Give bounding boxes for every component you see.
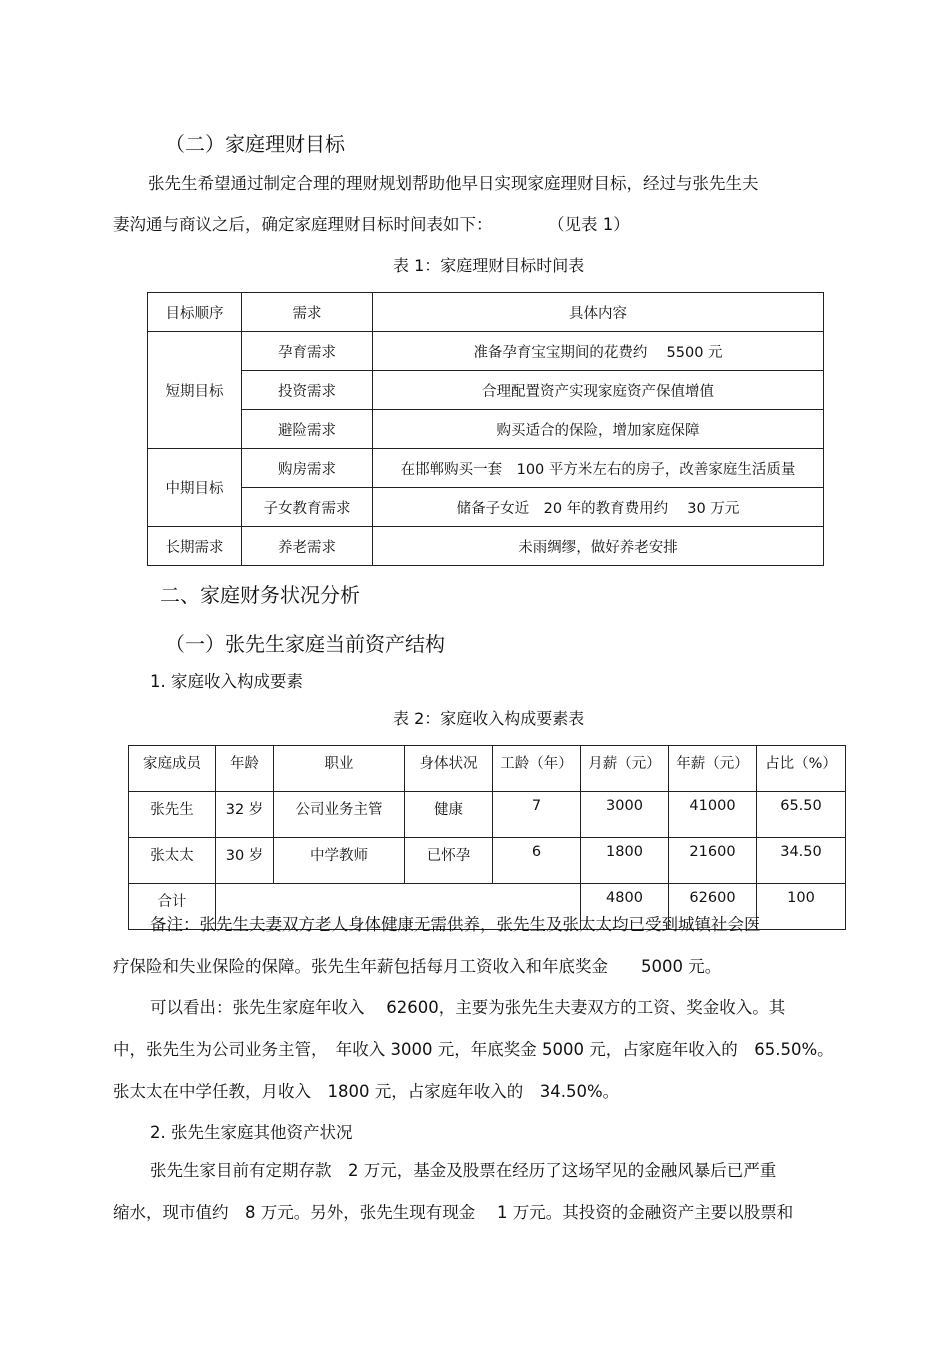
table-cell: 张太太 <box>129 838 216 884</box>
goal-para-ref: （见表 1） <box>548 215 630 234</box>
table-row <box>148 332 824 371</box>
note-line2: 疗保险和失业保险的保障。张先生年薪包括每月工资收入和年底奖金 5000 元。 <box>113 957 722 976</box>
table-cell: 34.50 <box>757 838 846 884</box>
table-cell: 21600 <box>669 838 757 884</box>
income-table <box>128 745 846 930</box>
table2-caption: 表 2：家庭收入构成要素表 <box>393 709 585 728</box>
analysis-line2: 中，张先生为公司业务主管， 年收入 3000 元，年底奖金 5000 元，占家庭年收入的 65.50%。 <box>113 1040 834 1059</box>
table-row <box>148 449 824 488</box>
asset-line1: 张先生家目前有定期存款 2 万元，基金及股票在经历了这场罕见的金融风暴后已严重 <box>150 1161 777 1180</box>
table-cell: 1800 <box>581 838 669 884</box>
header-cell: 年薪（元） <box>669 746 757 792</box>
table-cell: 30 岁 <box>216 838 274 884</box>
content-cell: 储备子女近 20 年的教育费用约 30 万元 <box>373 488 824 527</box>
content-cell: 合理配置资产实现家庭资产保值增值 <box>373 371 824 410</box>
table-row <box>148 527 824 566</box>
table-cell: 张先生 <box>129 792 216 838</box>
header-cell: 身体状况 <box>405 746 493 792</box>
table1-caption: 表 1：家庭理财目标时间表 <box>393 256 585 275</box>
section2-sub1: （一）张先生家庭当前资产结构 <box>165 632 445 656</box>
table-cell: 41000 <box>669 792 757 838</box>
goal-para-line2: 妻沟通与商议之后，确定家庭理财目标时间表如下： <box>113 215 493 234</box>
need-cell: 购房需求 <box>242 449 373 488</box>
content-cell: 在邯郸购买一套 100 平方米左右的房子，改善家庭生活质量 <box>373 449 824 488</box>
need-cell: 子女教育需求 <box>242 488 373 527</box>
group-short-term: 短期目标 <box>148 332 242 449</box>
header-cell: 具体内容 <box>373 293 824 332</box>
table-cell: 65.50 <box>757 792 846 838</box>
income-item-heading: 1. 家庭收入构成要素 <box>150 672 303 691</box>
header-cell: 月薪（元） <box>581 746 669 792</box>
table-row <box>148 488 824 527</box>
table-row <box>129 792 846 838</box>
table-cell: 32 岁 <box>216 792 274 838</box>
table-cell: 健康 <box>405 792 493 838</box>
table-header-row <box>148 293 824 332</box>
header-cell: 目标顺序 <box>148 293 242 332</box>
total-monthly: 4800 <box>581 884 669 930</box>
total-annual: 62600 <box>669 884 757 930</box>
table-row <box>129 838 846 884</box>
analysis-line3: 张太太在中学任教，月收入 1800 元，占家庭年收入的 34.50%。 <box>113 1082 620 1101</box>
goal-timeline-table <box>147 292 824 566</box>
table-header-row <box>129 746 846 792</box>
table-row <box>148 371 824 410</box>
header-cell: 工龄（年） <box>493 746 581 792</box>
header-cell: 家庭成员 <box>129 746 216 792</box>
total-label: 合计 <box>129 884 216 930</box>
table-cell: 3000 <box>581 792 669 838</box>
analysis-line1: 可以看出：张先生家庭年收入 62600，主要为张先生夫妻双方的工资、奖金收入。其 <box>150 998 786 1017</box>
asset-line2: 缩水，现市值约 8 万元。另外，张先生现有现金 1 万元。其投资的金融资产主要以股票和 <box>113 1203 794 1222</box>
header-cell: 需求 <box>242 293 373 332</box>
section2-heading: 二、家庭财务状况分析 <box>160 583 360 607</box>
content-cell: 准备孕育宝宝期间的花费约 5500 元 <box>373 332 824 371</box>
header-cell: 职业 <box>274 746 405 792</box>
need-cell: 孕育需求 <box>242 332 373 371</box>
table-cell: 已怀孕 <box>405 838 493 884</box>
table-row <box>148 410 824 449</box>
note-line1: 备注：张先生夫妻双方老人身体健康无需供养，张先生及张太太均已受到城镇社会医 <box>150 915 761 934</box>
table-cell: 公司业务主管 <box>274 792 405 838</box>
table-cell: 7 <box>493 792 581 838</box>
header-cell: 年龄 <box>216 746 274 792</box>
header-cell: 占比（%） <box>757 746 846 792</box>
group-mid-term: 中期目标 <box>148 449 242 527</box>
content-cell: 购买适合的保险，增加家庭保障 <box>373 410 824 449</box>
content-cell: 未雨绸缪，做好养老安排 <box>373 527 824 566</box>
goal-heading: （二）家庭理财目标 <box>165 132 345 156</box>
group-long-term: 长期需求 <box>148 527 242 566</box>
other-assets-heading: 2. 张先生家庭其他资产状况 <box>150 1123 353 1142</box>
table-cell: 中学教师 <box>274 838 405 884</box>
need-cell: 避险需求 <box>242 410 373 449</box>
need-cell: 投资需求 <box>242 371 373 410</box>
table-cell: 6 <box>493 838 581 884</box>
need-cell: 养老需求 <box>242 527 373 566</box>
total-ratio: 100 <box>757 884 846 930</box>
goal-para-line1: 张先生希望通过制定合理的理财规划帮助他早日实现家庭理财目标，经过与张先生夫 <box>148 174 759 193</box>
